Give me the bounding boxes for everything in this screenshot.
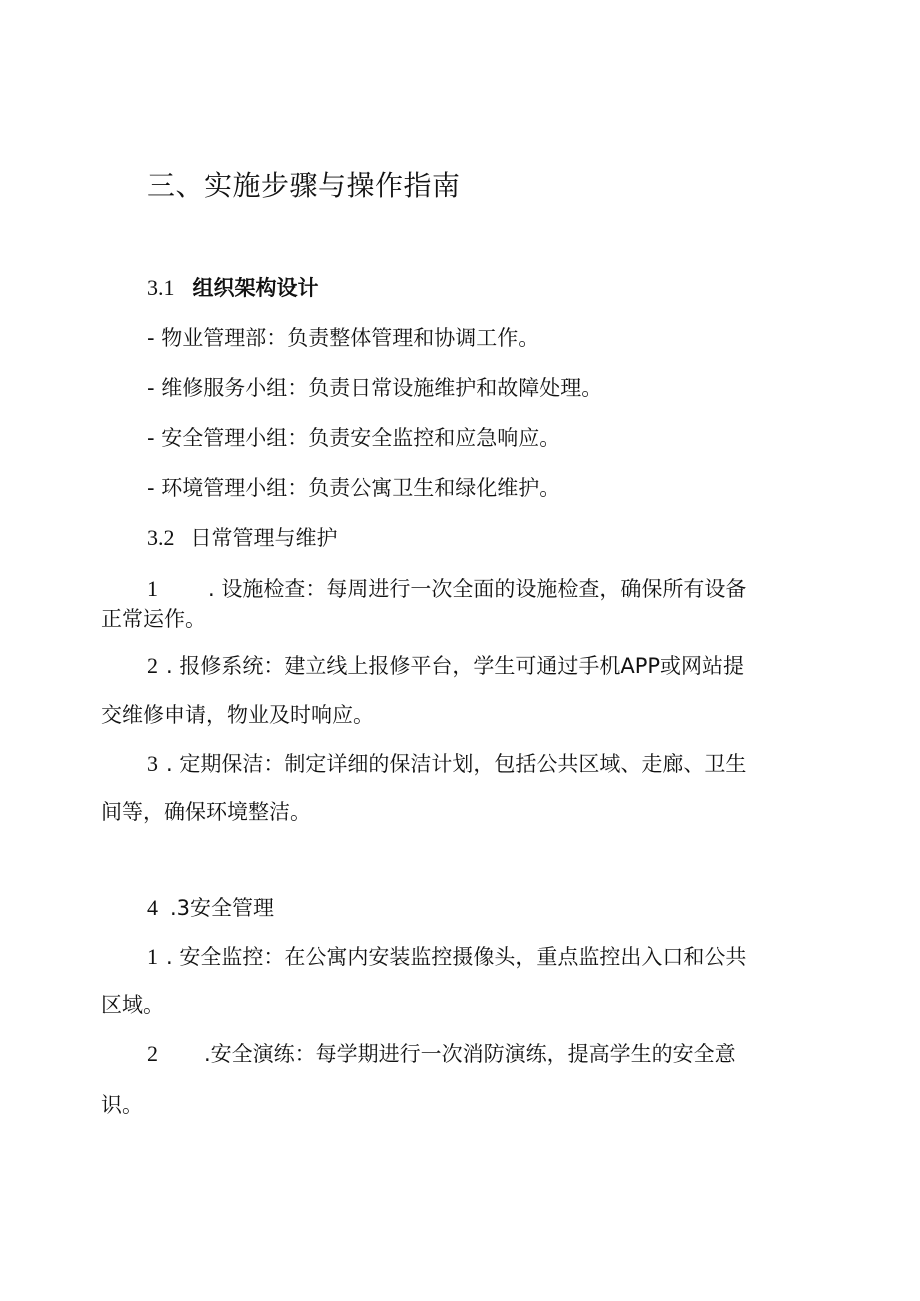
subsection-title: .3安全管理 xyxy=(170,896,275,920)
subsection-heading-3-2 xyxy=(147,523,338,553)
paragraph-continuation: 正常运作。 xyxy=(101,607,206,631)
subsection-number: 3.2 xyxy=(147,525,175,550)
numbered-paragraph xyxy=(147,942,746,972)
numbered-paragraph xyxy=(147,749,746,779)
numbered-paragraph xyxy=(147,1039,736,1069)
list-item: - 维修服务小组：负责日常设施维护和故障处理。 xyxy=(147,376,603,400)
subsection-title: 组织架构设计 xyxy=(192,276,319,300)
list-item: - 物业管理部：负责整体管理和协调工作。 xyxy=(147,326,540,350)
numbered-paragraph xyxy=(147,574,746,604)
subsection-number: 4 xyxy=(147,895,158,920)
list-item: - 安全管理小组：负责安全监控和应急响应。 xyxy=(147,426,561,450)
paragraph-text: .安全演练：每学期进行一次消防演练，提高学生的安全意 xyxy=(204,1042,736,1066)
item-number: 1 xyxy=(147,576,158,601)
paragraph-text: . 设施检查：每周进行一次全面的设施检查，确保所有设备 xyxy=(208,577,747,601)
item-number: 2 xyxy=(147,1041,158,1066)
subsection-number: 3.1 xyxy=(147,275,175,300)
paragraph-text: . 安全监控：在公寓内安装监控摄像头，重点监控出入口和公共 xyxy=(166,945,747,969)
paragraph-continuation: 区域。 xyxy=(101,993,164,1017)
numbered-paragraph xyxy=(147,651,744,681)
paragraph-continuation: 识。 xyxy=(101,1093,143,1117)
subsection-heading-3-1 xyxy=(147,273,319,303)
subsection-title: 日常管理与维护 xyxy=(190,526,338,550)
item-number: 1 xyxy=(147,944,158,969)
paragraph-text: . 定期保洁：制定详细的保洁计划，包括公共区域、走廊、卫生 xyxy=(166,752,747,776)
subsection-heading-3-3 xyxy=(147,893,274,923)
section-title: 三、实施步骤与操作指南 xyxy=(147,169,461,202)
paragraph-text: . 报修系统：建立线上报修平台，学生可通过手机APP或网站提 xyxy=(166,654,745,678)
item-number: 2 xyxy=(147,653,158,678)
paragraph-continuation: 间等，确保环境整洁。 xyxy=(101,800,311,824)
paragraph-continuation: 交维修申请，物业及时响应。 xyxy=(101,703,374,727)
list-item: - 环境管理小组：负责公寓卫生和绿化维护。 xyxy=(147,476,561,500)
item-number: 3 xyxy=(147,751,158,776)
